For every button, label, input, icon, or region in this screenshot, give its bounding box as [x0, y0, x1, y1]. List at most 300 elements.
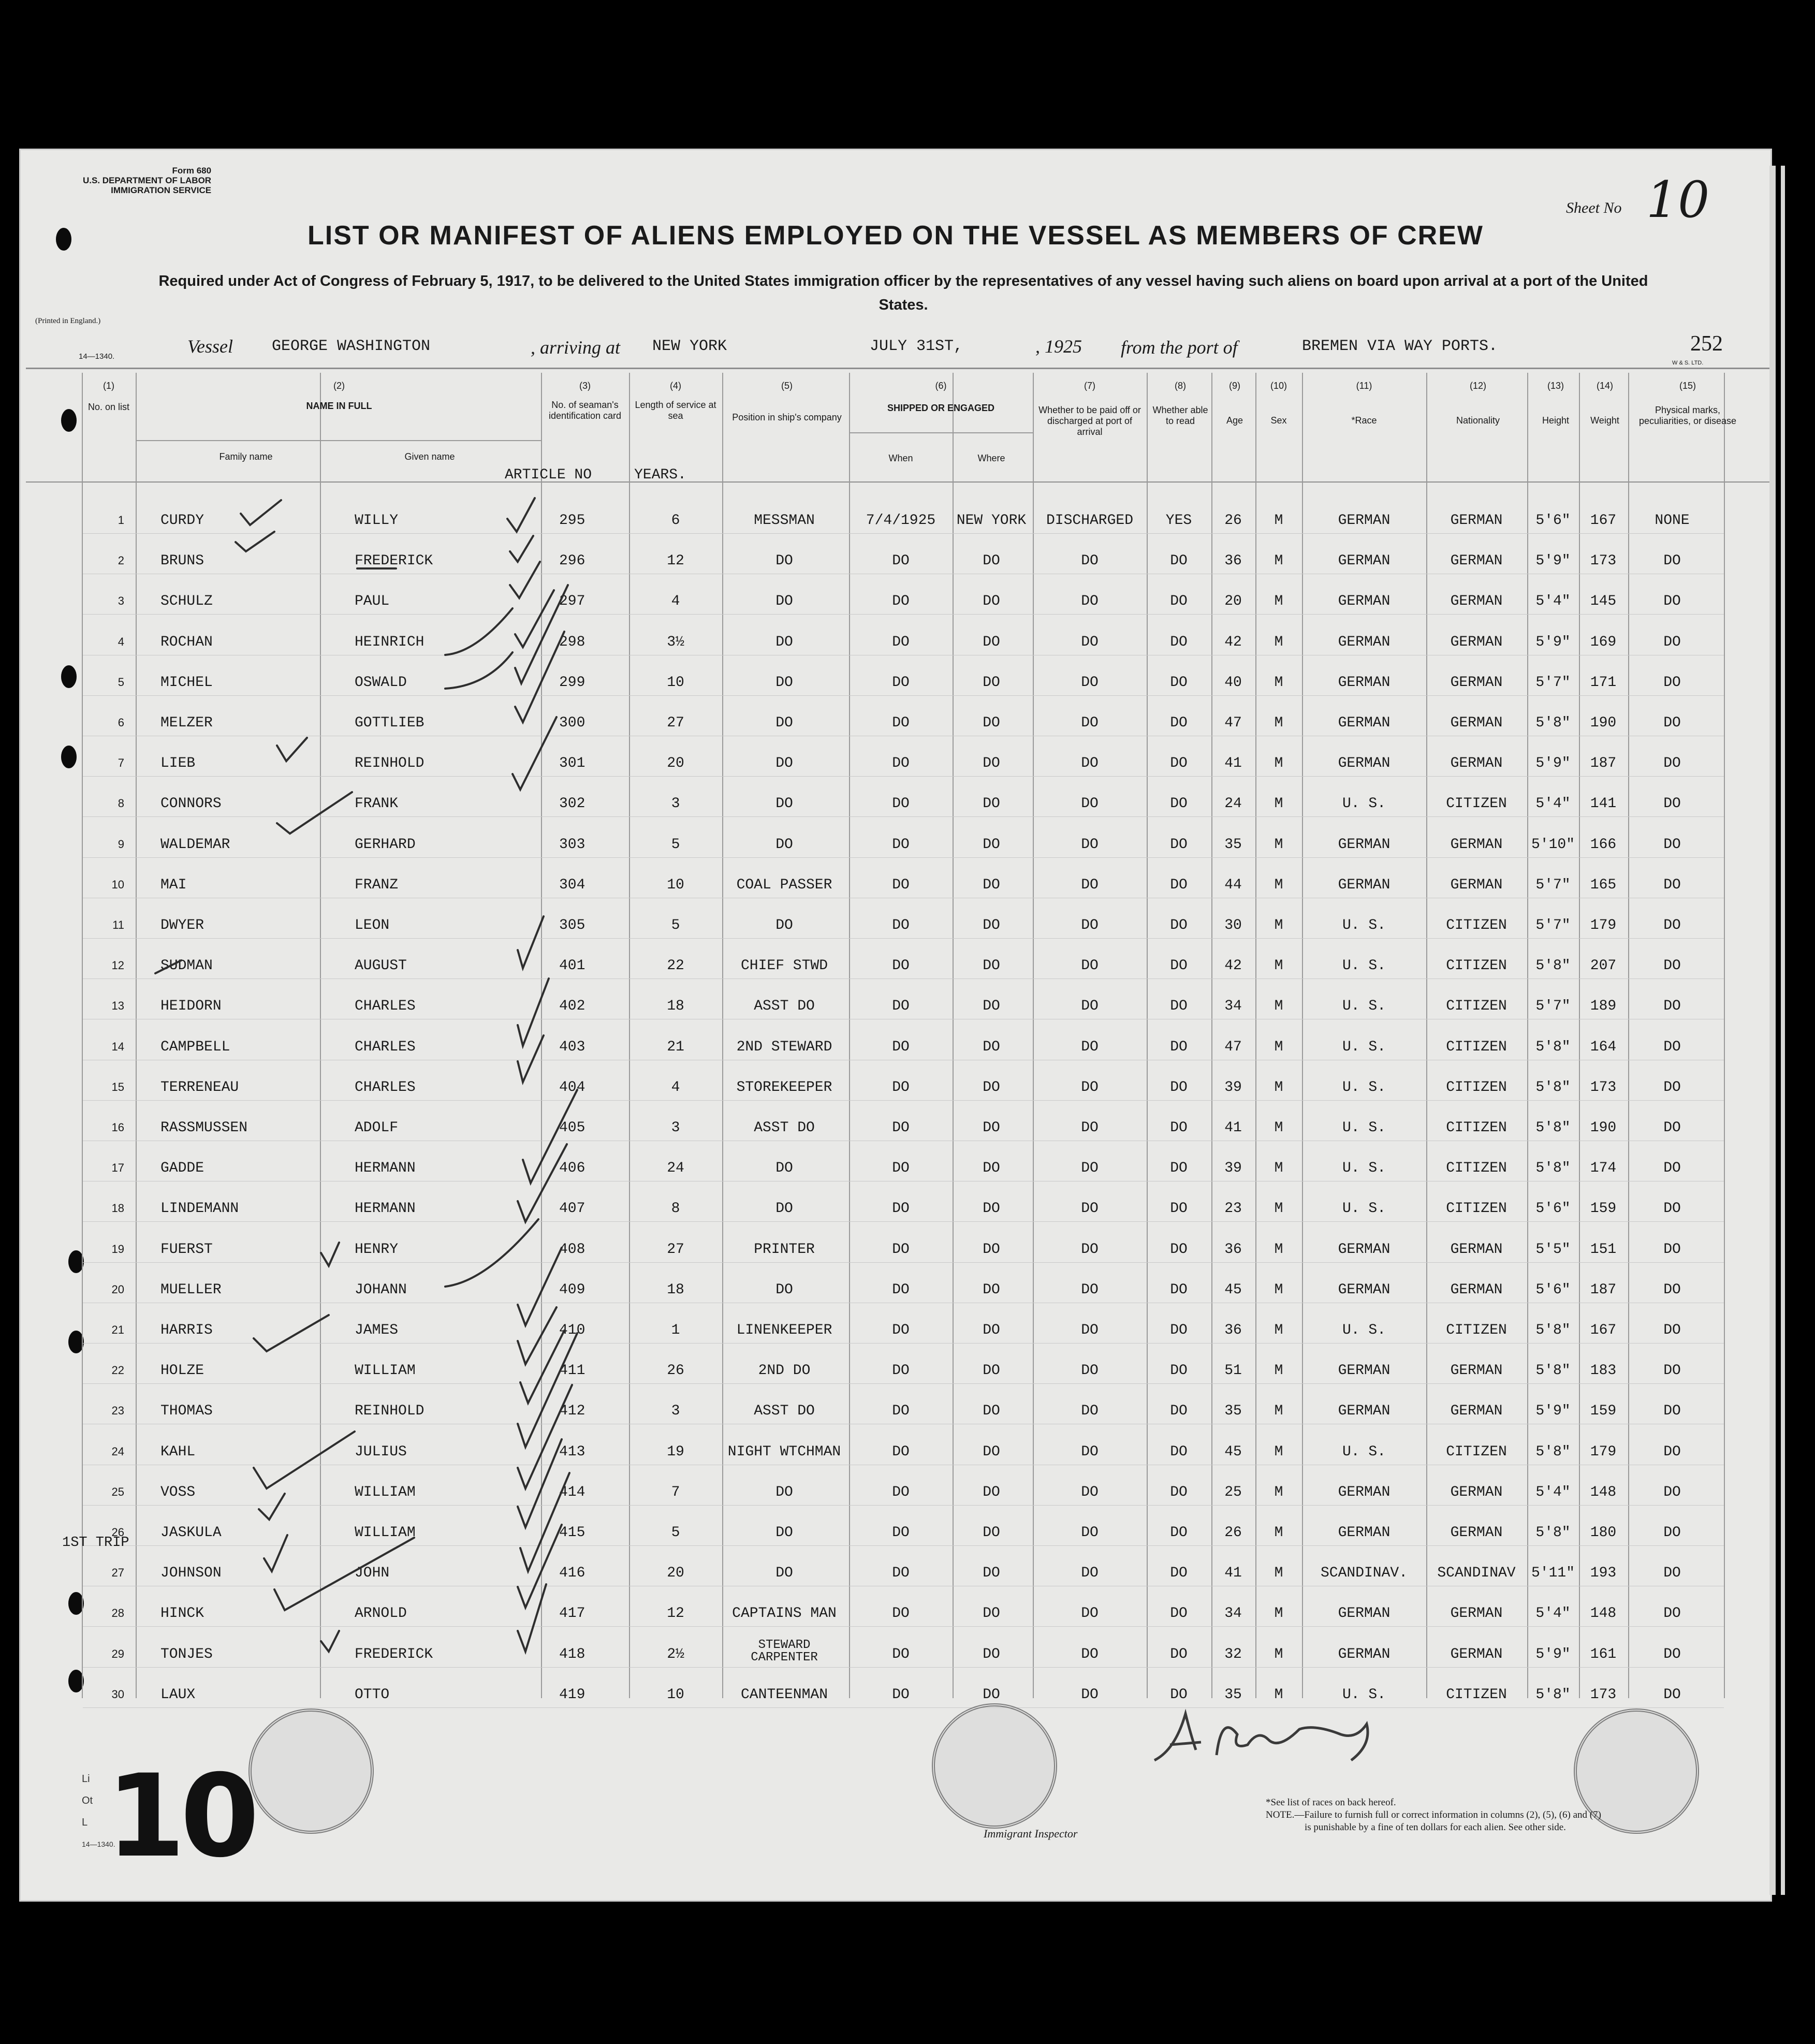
cell-card: 416: [559, 1565, 586, 1582]
cell-where: DO: [983, 1646, 1000, 1662]
cell-sex: M: [1274, 1241, 1283, 1258]
cell-position: DO: [775, 1525, 793, 1541]
cell-weight: 159: [1590, 1201, 1617, 1217]
col4-num: (4): [670, 381, 681, 391]
cell-marks: NONE: [1655, 513, 1690, 529]
cell-service: 24: [667, 1160, 684, 1177]
cell-age: 44: [1224, 877, 1242, 893]
cell-nationality: CITIZEN: [1446, 1322, 1507, 1338]
cell-weight: 207: [1590, 958, 1617, 974]
cell-height: 5'8": [1535, 1039, 1571, 1055]
first-trip-note: 1ST TRIP: [62, 1535, 129, 1551]
row-number: 19: [111, 1242, 124, 1255]
cell-read: DO: [1170, 796, 1188, 812]
cell-where: DO: [983, 1686, 1000, 1703]
cell-card: 302: [559, 796, 586, 812]
cell-where: DO: [983, 1079, 1000, 1096]
cell-family: LAUX: [160, 1686, 196, 1703]
row-number: 18: [111, 1202, 124, 1215]
checkmark-icon: [510, 562, 540, 598]
cell-where: DO: [983, 998, 1000, 1015]
cell-weight: 148: [1590, 1605, 1617, 1622]
cell-age: 41: [1224, 755, 1242, 772]
cell-when: DO: [892, 1160, 910, 1177]
cell-nationality: GERMAN: [1450, 513, 1503, 529]
cell-service: 4: [671, 593, 680, 610]
cell-position: CHIEF STWD: [740, 958, 828, 974]
cell-marks: DO: [1663, 1484, 1681, 1500]
cell-marks: DO: [1663, 1565, 1681, 1582]
row-number: 26: [111, 1526, 124, 1539]
cell-where: DO: [983, 836, 1000, 853]
cell-service: 8: [671, 1201, 680, 1217]
cell-card: 410: [559, 1322, 586, 1338]
row-number: 25: [111, 1485, 124, 1498]
cell-when: DO: [892, 917, 910, 933]
footer-left-labels: [82, 1768, 115, 1855]
checkmark-icon: [321, 1631, 339, 1652]
cell-service: 5: [671, 1525, 680, 1541]
footer-left-line: L: [82, 1817, 88, 1828]
cell-sex: M: [1274, 1120, 1283, 1136]
cell-card: 412: [559, 1403, 586, 1420]
cell-paid: DO: [1081, 634, 1099, 650]
cell-height: 5'8": [1535, 1443, 1571, 1460]
cell-where: DO: [983, 1120, 1000, 1136]
cell-nationality: GERMAN: [1450, 1525, 1503, 1541]
checkmark-icon: [277, 738, 307, 761]
cell-family: THOMAS: [160, 1403, 213, 1420]
cell-paid: DO: [1081, 958, 1099, 974]
cell-paid: DO: [1081, 1039, 1099, 1055]
cell-read: DO: [1170, 1403, 1188, 1420]
cell-nationality: GERMAN: [1450, 1241, 1503, 1258]
cell-given: WILLIAM: [355, 1484, 416, 1500]
cell-sex: M: [1274, 1281, 1283, 1298]
cell-given: CHARLES: [355, 1039, 416, 1055]
cell-age: 39: [1224, 1079, 1242, 1096]
cell-paid: DO: [1081, 917, 1099, 933]
cell-service: 5: [671, 836, 680, 853]
cell-marks: DO: [1663, 593, 1681, 610]
cell-weight: 174: [1590, 1160, 1617, 1177]
footer-left-line: Li: [82, 1773, 90, 1785]
cell-position: DO: [775, 917, 793, 933]
cell-paid: DISCHARGED: [1046, 513, 1134, 529]
cell-read: DO: [1170, 1443, 1188, 1460]
form-number: Form 680: [172, 166, 212, 176]
cell-service: 18: [667, 998, 684, 1015]
cell-sex: M: [1274, 1525, 1283, 1541]
cell-paid: DO: [1081, 553, 1099, 570]
cell-age: 30: [1224, 917, 1242, 933]
cell-race: GERMAN: [1338, 1525, 1390, 1541]
consulate-seal: [248, 1709, 374, 1834]
article-no-label: ARTICLE NO: [505, 467, 592, 483]
cell-height: 5'10": [1531, 836, 1575, 853]
cell-race: U. S.: [1342, 1039, 1386, 1055]
cell-race: U. S.: [1342, 1686, 1386, 1703]
col9-header: Age: [1226, 415, 1243, 426]
cell-race: U. S.: [1342, 796, 1386, 812]
cell-nationality: GERMAN: [1450, 553, 1503, 570]
cell-marks: DO: [1663, 958, 1681, 974]
row-number: 13: [111, 999, 124, 1013]
checkmark-icon: [523, 1090, 577, 1183]
footer-left-line: 14—1340.: [82, 1840, 115, 1848]
cell-race: U. S.: [1342, 958, 1386, 974]
cell-when: DO: [892, 1443, 910, 1460]
printer-mark: W & S. LTD.: [1672, 360, 1704, 366]
cell-position: STOREKEEPER: [736, 1079, 832, 1096]
cell-paid: DO: [1081, 1120, 1099, 1136]
service-name: IMMIGRATION SERVICE: [111, 185, 212, 195]
cell-age: 34: [1224, 998, 1242, 1015]
cell-nationality: GERMAN: [1450, 1403, 1503, 1420]
cell-age: 35: [1224, 1686, 1242, 1703]
cell-position: MESSMAN: [754, 513, 815, 529]
cell-service: 3: [671, 796, 680, 812]
cell-paid: DO: [1081, 1363, 1099, 1379]
cell-race: GERMAN: [1338, 1281, 1390, 1298]
cell-nationality: GERMAN: [1450, 836, 1503, 853]
cell-where: DO: [983, 1241, 1000, 1258]
cell-service: 27: [667, 1241, 684, 1258]
cell-position: DO: [775, 674, 793, 691]
cell-nationality: CITIZEN: [1446, 796, 1507, 812]
cell-race: GERMAN: [1338, 715, 1390, 731]
cell-given: GOTTLIEB: [355, 715, 425, 731]
cell-marks: DO: [1663, 674, 1681, 691]
cell-given: WILLIAM: [355, 1525, 416, 1541]
cell-card: 411: [559, 1363, 586, 1379]
cell-marks: DO: [1663, 1646, 1681, 1662]
cell-sex: M: [1274, 877, 1283, 893]
cell-nationality: CITIZEN: [1446, 1686, 1507, 1703]
cell-age: 51: [1224, 1363, 1242, 1379]
col2b-header: Given name: [404, 451, 455, 462]
cell-when: DO: [892, 715, 910, 731]
cell-age: 20: [1224, 593, 1242, 610]
cell-marks: DO: [1663, 796, 1681, 812]
row-number: 20: [111, 1282, 124, 1296]
cell-card: 406: [559, 1160, 586, 1177]
cell-service: 27: [667, 715, 684, 731]
cell-weight: 193: [1590, 1565, 1617, 1582]
cell-given: CHARLES: [355, 1079, 416, 1096]
cell-sex: M: [1274, 1201, 1283, 1217]
cell-position: COAL PASSER: [736, 877, 832, 893]
cell-card: 418: [559, 1646, 586, 1662]
cell-marks: DO: [1663, 1120, 1681, 1136]
cell-paid: DO: [1081, 877, 1099, 893]
cell-read: DO: [1170, 1605, 1188, 1622]
cell-where: DO: [983, 1565, 1000, 1582]
cell-height: 5'8": [1535, 958, 1571, 974]
cell-read: DO: [1170, 1484, 1188, 1500]
cell-paid: DO: [1081, 796, 1099, 812]
cell-where: DO: [983, 1484, 1000, 1500]
col12-num: (12): [1469, 381, 1486, 391]
row-number: 11: [112, 918, 124, 931]
footer-left-line: Ot: [82, 1795, 93, 1806]
col5-header: Position in ship's company: [732, 412, 842, 422]
cell-family: SCHULZ: [160, 593, 213, 610]
cell-marks: DO: [1663, 755, 1681, 772]
row-number: 16: [111, 1121, 124, 1134]
cell-nationality: GERMAN: [1450, 1363, 1503, 1379]
cell-where: DO: [983, 1160, 1000, 1177]
col8-num: (8): [1175, 381, 1186, 391]
cell-marks: DO: [1663, 1201, 1681, 1217]
cell-family: ROCHAN: [160, 634, 213, 650]
page-number: 252: [1690, 332, 1723, 356]
cell-card: 300: [559, 715, 586, 731]
cell-race: GERMAN: [1338, 755, 1390, 772]
cell-family: CONNORS: [160, 796, 222, 812]
cell-card: 298: [559, 634, 586, 650]
cell-family: GADDE: [160, 1160, 204, 1177]
checkmark-icon: [518, 1333, 577, 1447]
cell-age: 36: [1224, 553, 1242, 570]
checkmark-icon: [241, 500, 281, 525]
cell-sex: M: [1274, 1646, 1283, 1662]
col6a-header: When: [888, 453, 913, 463]
cell-read: DO: [1170, 674, 1188, 691]
cell-race: U. S.: [1342, 1201, 1386, 1217]
cell-where: NEW YORK: [956, 513, 1027, 529]
manifest-sheet: [21, 150, 1770, 1900]
row-number: 4: [118, 635, 124, 648]
cell-family: MELZER: [160, 715, 213, 731]
cell-family: BRUNS: [160, 553, 204, 570]
cell-marks: DO: [1663, 1363, 1681, 1379]
cell-when: DO: [892, 1363, 910, 1379]
cell-height: 5'6": [1535, 1281, 1571, 1298]
cell-nationality: CITIZEN: [1446, 917, 1507, 933]
cell-height: 5'4": [1535, 796, 1571, 812]
cell-marks: DO: [1663, 1322, 1681, 1338]
cell-age: 26: [1224, 1525, 1242, 1541]
row-number: 2: [118, 554, 124, 567]
col12-header: Nationality: [1456, 415, 1500, 426]
checkmark-icon: [445, 1219, 562, 1325]
vessel-label: Vessel: [187, 336, 233, 357]
cell-sex: M: [1274, 553, 1283, 570]
col15-header: Physical marks, peculiarities, or disease: [1638, 405, 1737, 426]
cell-marks: DO: [1663, 836, 1681, 853]
cell-marks: DO: [1663, 1686, 1681, 1703]
cell-service: 4: [671, 1079, 680, 1096]
cell-weight: 179: [1590, 917, 1617, 933]
cell-given: GERHARD: [355, 836, 416, 853]
cell-paid: DO: [1081, 1322, 1099, 1338]
cell-position: DO: [775, 715, 793, 731]
cell-position: DO: [775, 1565, 793, 1582]
cell-height: 5'9": [1535, 755, 1571, 772]
cell-marks: DO: [1663, 1605, 1681, 1622]
cell-race: GERMAN: [1338, 1484, 1390, 1500]
cell-read: DO: [1170, 1525, 1188, 1541]
cell-where: DO: [983, 674, 1000, 691]
row-number: 21: [111, 1323, 124, 1336]
cell-when: DO: [892, 1079, 910, 1096]
cell-card: 402: [559, 998, 586, 1015]
cell-nationality: GERMAN: [1450, 877, 1503, 893]
cell-nationality: GERMAN: [1450, 674, 1503, 691]
cell-card: 414: [559, 1484, 586, 1500]
col6-num: (6): [935, 381, 947, 391]
cell-paid: DO: [1081, 836, 1099, 853]
row-number: 10: [111, 878, 124, 891]
sheet-number: 10: [1646, 171, 1710, 229]
cell-height: 5'6": [1535, 1201, 1571, 1217]
cell-when: DO: [892, 958, 910, 974]
checkmark-icon: [236, 532, 274, 551]
cell-card: 404: [559, 1079, 586, 1096]
col11-num: (11): [1356, 381, 1372, 391]
cell-height: 5'8": [1535, 1322, 1571, 1338]
cell-given: FRANZ: [355, 877, 399, 893]
cell-given: JOHANN: [355, 1281, 407, 1298]
cell-family: FUERST: [160, 1241, 213, 1258]
cell-nationality: CITIZEN: [1446, 1443, 1507, 1460]
cell-nationality: SCANDINAV: [1437, 1565, 1516, 1582]
cell-where: DO: [983, 958, 1000, 974]
cell-weight: 187: [1590, 1281, 1617, 1298]
cell-read: DO: [1170, 755, 1188, 772]
cell-paid: DO: [1081, 1686, 1099, 1703]
cell-card: 407: [559, 1201, 586, 1217]
cell-sex: M: [1274, 674, 1283, 691]
cell-age: 23: [1224, 1201, 1242, 1217]
cell-nationality: GERMAN: [1450, 1484, 1503, 1500]
cell-given: PAUL: [355, 593, 390, 610]
cell-position: STEWARD CARPENTER: [751, 1638, 818, 1665]
cell-when: DO: [892, 1605, 910, 1622]
checkmark-icon: [259, 1494, 285, 1520]
cell-where: DO: [983, 593, 1000, 610]
cell-sex: M: [1274, 1079, 1283, 1096]
cell-age: 35: [1224, 836, 1242, 853]
row-number: 12: [111, 959, 124, 972]
cell-card: 297: [559, 593, 586, 610]
cell-card: 413: [559, 1443, 586, 1460]
cell-when: DO: [892, 1646, 910, 1662]
cell-sex: M: [1274, 715, 1283, 731]
checkmark-icon: [254, 1432, 355, 1488]
handwritten-checkmarks: [21, 150, 1770, 1900]
cell-sex: M: [1274, 1403, 1283, 1420]
cell-height: 5'4": [1535, 1484, 1571, 1500]
cell-marks: DO: [1663, 1079, 1681, 1096]
cell-age: 42: [1224, 634, 1242, 650]
cell-nationality: GERMAN: [1450, 715, 1503, 731]
cell-family: MAI: [160, 877, 187, 893]
cell-race: U. S.: [1342, 1079, 1386, 1096]
cell-read: DO: [1170, 1201, 1188, 1217]
cell-family: TERRENEAU: [160, 1079, 239, 1096]
cell-height: 5'4": [1535, 1605, 1571, 1622]
col10-header: Sex: [1270, 415, 1287, 426]
col5-num: (5): [781, 381, 793, 391]
cell-nationality: CITIZEN: [1446, 1201, 1507, 1217]
cell-sex: M: [1274, 1443, 1283, 1460]
cell-family: HEIDORN: [160, 998, 222, 1015]
checkmark-icon: [513, 717, 557, 790]
cell-paid: DO: [1081, 715, 1099, 731]
cell-where: DO: [983, 877, 1000, 893]
cell-sex: M: [1274, 1484, 1283, 1500]
cell-weight: 167: [1590, 513, 1617, 529]
row-number: 17: [111, 1161, 124, 1175]
cell-marks: DO: [1663, 1403, 1681, 1420]
col13-num: (13): [1547, 381, 1564, 391]
cell-sex: M: [1274, 1160, 1283, 1177]
cell-read: DO: [1170, 715, 1188, 731]
cell-paid: DO: [1081, 1605, 1099, 1622]
cell-height: 5'9": [1535, 634, 1571, 650]
cell-service: 7: [671, 1484, 680, 1500]
cell-marks: DO: [1663, 1525, 1681, 1541]
cell-read: YES: [1165, 513, 1192, 529]
cell-weight: 141: [1590, 796, 1617, 812]
cell-when: 7/4/1925: [866, 513, 936, 529]
cell-nationality: CITIZEN: [1446, 998, 1507, 1015]
cell-weight: 161: [1590, 1646, 1617, 1662]
cell-paid: DO: [1081, 1565, 1099, 1582]
cell-read: DO: [1170, 1079, 1188, 1096]
cell-race: GERMAN: [1338, 1646, 1390, 1662]
cell-position: DO: [775, 836, 793, 853]
cell-height: 5'11": [1531, 1565, 1575, 1582]
cell-race: GERMAN: [1338, 836, 1390, 853]
cell-paid: DO: [1081, 1241, 1099, 1258]
cell-paid: DO: [1081, 1646, 1099, 1662]
cell-weight: 169: [1590, 634, 1617, 650]
cell-read: DO: [1170, 877, 1188, 893]
cell-marks: DO: [1663, 1443, 1681, 1460]
col1-header: No. on list: [87, 402, 130, 412]
cell-race: GERMAN: [1338, 1363, 1390, 1379]
dash-mark: [155, 960, 181, 973]
cell-position: DO: [775, 553, 793, 570]
cell-position: 2ND STEWARD: [736, 1039, 832, 1055]
cell-sex: M: [1274, 917, 1283, 933]
cell-family: LIEB: [160, 755, 196, 772]
arrival-date: JULY 31ST,: [870, 338, 963, 355]
row-number: 22: [111, 1364, 124, 1377]
cell-given: FREDERICK: [355, 1646, 433, 1662]
cell-where: DO: [983, 715, 1000, 731]
col7-header: Whether to be paid off or discharged at port of arrival: [1038, 405, 1141, 437]
cell-age: 47: [1224, 715, 1242, 731]
cell-given: OSWALD: [355, 674, 407, 691]
cell-family: JOHNSON: [160, 1565, 222, 1582]
cell-marks: DO: [1663, 634, 1681, 650]
cell-height: 5'7": [1535, 674, 1571, 691]
manifest-subtitle: Required under Act of Congress of February 5, 1917, to be delivered to the United States immigration officer by the representatives of any vessel having such aliens on board upon arrival at a port of the United States.: [158, 273, 1648, 313]
row-number: 30: [111, 1687, 124, 1701]
cell-card: 299: [559, 674, 586, 691]
cell-position: DO: [775, 1281, 793, 1298]
col2-header: NAME IN FULL: [306, 401, 372, 411]
cell-read: DO: [1170, 998, 1188, 1015]
checkmark-icon: [254, 1315, 329, 1351]
cell-position: ASST DO: [754, 998, 815, 1015]
cell-card: 417: [559, 1605, 586, 1622]
cell-when: DO: [892, 553, 910, 570]
